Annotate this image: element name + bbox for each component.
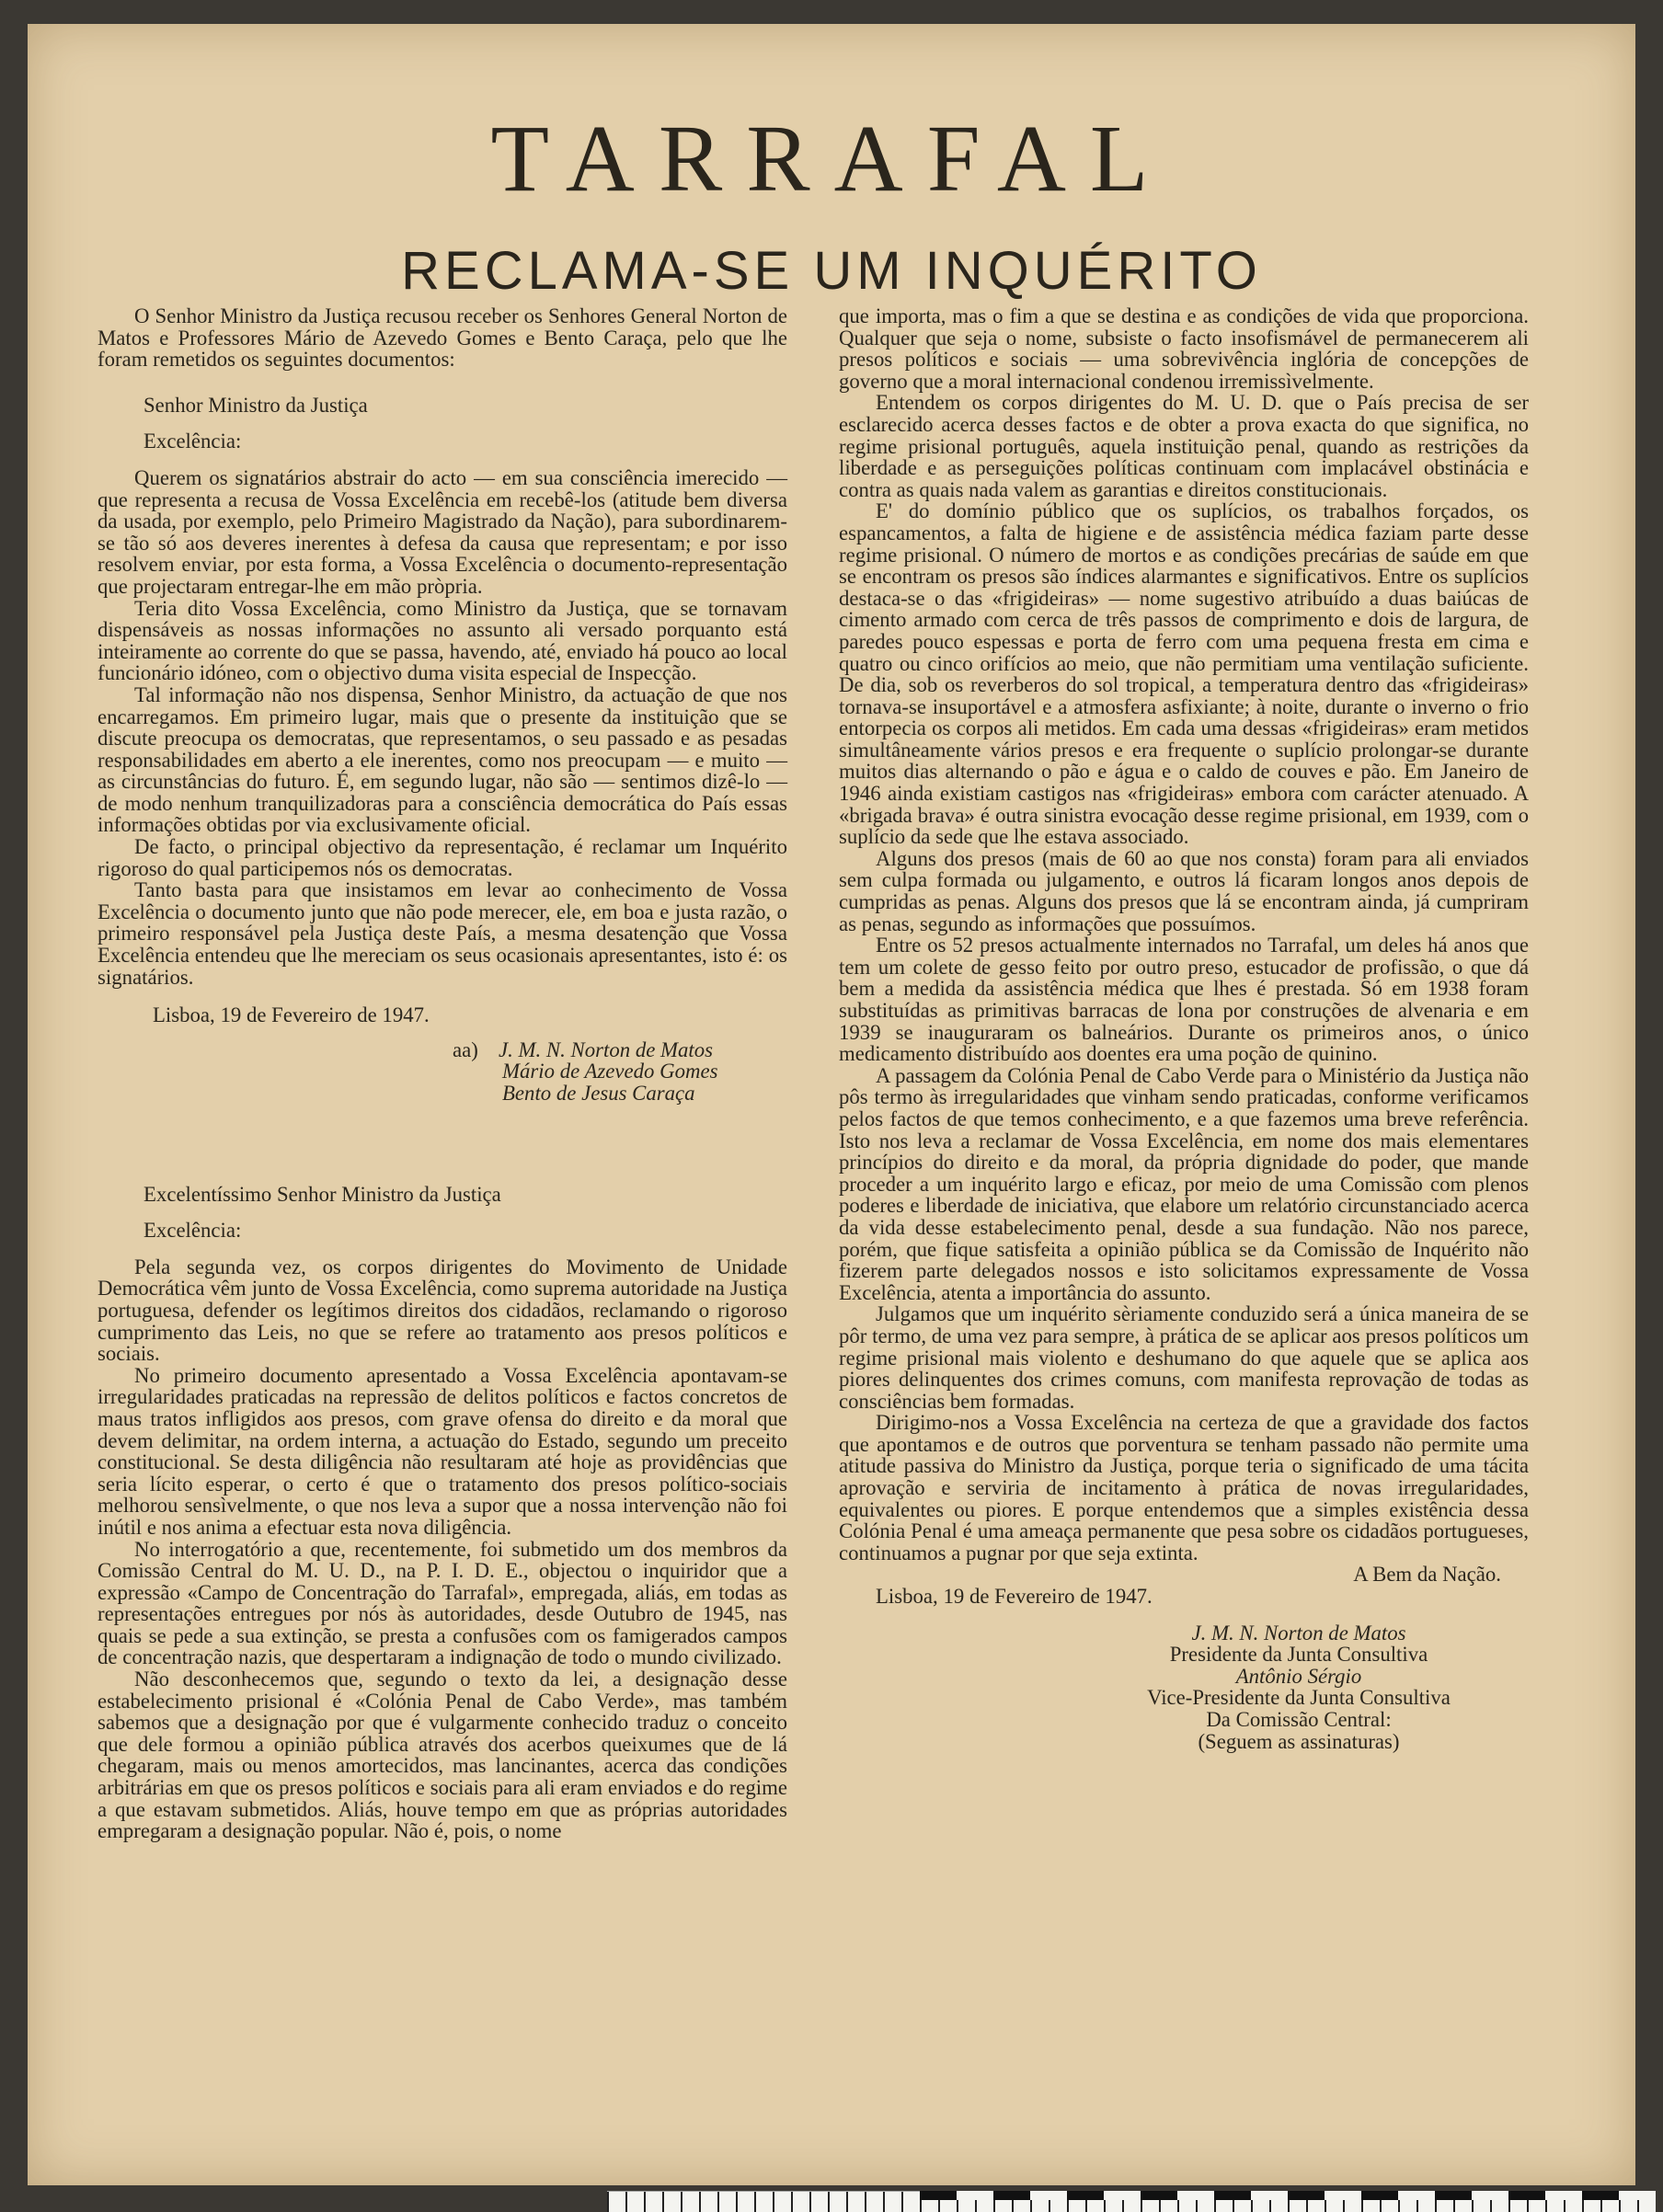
signatory-role: Presidente da Junta Consultiva xyxy=(1169,1643,1428,1667)
letter2-paragraph: No primeiro documento apresentado a Vossa Excelência apontavam-se irregularidades praticadas na repressão de delitos políticos e factos concretos de maus tratos infligidos aos presos, com grave ofensa do direito e da moral que devem delimitar, na ordem interna, a actuação do Estado, segundo um preceito constitucional. Se desta diligência não resultaram até hoje as providências que seria lícito esperar, o certo é que o tratamento dos presos político-sociais melhorou sensìvelmente, o que nos leva a supor que a nossa intervenção não foi inútil e nos anima a efectuar esta nova diligência. xyxy=(97,1363,787,1539)
letter2-paragraph: Entre os 52 presos actualmente internados no Tarrafal, um deles há anos que tem um colete de gesso feito por outro preso, estucador de profissão, o que dá bem a medida da assistência médica que lhes é prestada. Só em 1938 foram substituídas as primitivas barracas de lona por construções de alvenaria e em 1939 se inauguraram os balneários. Durante os primeiros anos, o único medicamento distribuído aos doentes era uma poção de quinino. xyxy=(839,934,1529,1066)
letter1-paragraph: Tal informação não nos dispensa, Senhor Ministro, da actuação de que nos encarregamos. Em primeiro lugar, mais que o presente da instituição que se discute preocupa os democratas, que representamos, o seu passado e as pesadas responsabilidades em aberto a ele inerentes, como nos preocupam — e muito — as circunstâncias do futuro. É, em segundo lugar, não são — sentimos dizê-lo — de modo nenhum tranquilizadoras para a consciência democrática do País essas informações obtidas por via exclusivamente oficial. xyxy=(97,682,787,837)
left-column xyxy=(97,305,787,1842)
scale-ruler-blocks xyxy=(920,2191,1656,2200)
signatory-name: Antônio Sérgio xyxy=(1235,1664,1362,1688)
letter1-paragraph: Teria dito Vossa Excelência, como Ministro da Justiça, que se tornavam dispensáveis as nossas informações no assunto ali versado porquanto está inteiramente ao corrente do que se passa, havendo, até, enviado há pouco ao local funcionário idóneo, com o objectivo duma visita especial de Inspecção. xyxy=(97,596,787,685)
intro-paragraph: O Senhor Ministro da Justiça recusou receber os Senhores General Norton de Matos e Professores Mário de Azevedo Gomes e Bento Caraça, pelo que lhe foram remetidos os seguintes documentos: xyxy=(97,304,787,372)
letter2-signature-block xyxy=(839,1622,1529,1753)
letter2-continuation: que importa, mas o fim a que se destina e as condições de vida que proporciona. Qualquer que seja o nome, subsiste o facto insofismável de permanecerem ali presos políticos e sociais — uma sobrevivência inglória de concepções de governo que a moral internacional condenou irremissìvelmente. xyxy=(839,304,1529,393)
letter1-date: Lisboa, 19 de Fevereiro de 1947. xyxy=(153,1003,430,1027)
letter1-paragraph: De facto, o principal objectivo da representação, é reclamar um Inquérito rigoroso do qual participemos nós os democratas. xyxy=(97,835,787,880)
letter1-paragraph: Querem os signatários abstrair do acto — em sua consciência imerecido — que representa a recusa de Vossa Excelência em recebê-los (atitude bem diversa da usada, por exemplo, pelo Primeiro Magistrado da Nação), para subordinarem-se tão só aos deveres inerentes à defesa da causa que representam; e por isso resolvem enviar, por esta forma, a Vossa Excelência o documento-representação que projectaram entregar-lhe em mão pròpria. xyxy=(97,465,787,598)
signatory-name: J. M. N. Norton de Matos xyxy=(1191,1621,1406,1645)
letter2-addressee: Excelentíssimo Senhor Ministro da Justiça xyxy=(143,1182,501,1206)
letter1-paragraph: Tanto basta para que insistamos em levar ao conhecimento de Vossa Excelência o documento junto que não pode merecer, ele, em boa e justa razão, o primeiro responsável pela Justiça deste País, a mesma desatenção que Vossa Excelência entendeu que lhe mereciam os seus ocasionais apresentantes, isto é: os signatários. xyxy=(97,878,787,989)
letter2-paragraph: Dirigimo-nos a Vossa Excelência na certeza de que a gravidade dos factos que apontamos e de outros que porventura se tenham passado não permite uma atitude passiva do Ministro da Justiça, porque teria o significado de uma tácita aprovação e serviria de incitamento à prática de novas irregularidades, equivalentes ou piores. E porque entendemos que a simples existência dessa Colónia Penal é uma ameaça permanente que pesa sobre os cidadãos portugueses, continuamos a pugnar por que seja extinta. xyxy=(839,1411,1529,1564)
letter2-paragraph: Alguns dos presos (mais de 60 ao que nos consta) foram para ali enviados sem culpa formada ou julgamento, e outros lá ficaram longos anos depois de cumpridas as penas. Alguns dos presos que lá se encontram ainda, já cumpriram as penas, segundo as informações que possuímos. xyxy=(839,846,1529,935)
signatory-name: Bento de Jesus Caraça xyxy=(502,1082,695,1105)
signatory-role: Vice-Presidente da Junta Consultiva xyxy=(1147,1686,1451,1710)
letter2-paragraph: Entendem os corpos dirigentes do M. U. D. que o País precisa de ser esclarecido acerca desses factos e de obter a prova exacta do que significa, no regime prisional português, aquela instituição penal, quando as restrições da liberdade e as perseguições políticas continuam com implacável obstinácia e contra as quais nada valem as garantias e direitos constitucionais. xyxy=(839,391,1529,501)
letter2-date: Lisboa, 19 de Fevereiro de 1947. xyxy=(876,1585,1153,1609)
follow-note: (Seguem as assinaturas) xyxy=(1198,1729,1400,1753)
signatory-name: Mário de Azevedo Gomes xyxy=(502,1060,718,1083)
letter2-salutation: Excelência: xyxy=(143,1219,242,1243)
letter2-closing: A Bem da Nação. xyxy=(1353,1563,1501,1587)
letter2-paragraph: E' do domínio público que os suplícios, os trabalhos forçados, os espancamentos, a falta de higiene e de assistência médica faziam parte desse regime prisional. O número de mortos e as condições precárias de saúde em que se encontram os presos são índices alarmantes e significativos. Entre os suplícios destaca-se o das «frigideiras» — nome sugestivo atribuído a duas baiúcas de cimento armado com cerca de três passos de comprimento e dois de largura, de paredes pouco espessas e porta de ferro com uma pequena fresta em cima e quatro ou cinco orifícios ao meio, que não permitiam uma ventilação suficiente. De dia, sob os reverberos do sol tropical, a temperatura dentro das «frigideiras» tornava-se insuportável e a atmosfera asfixiante; à noite, durante o inverno o frio entorpecia os corpos ali metidos. Em cada uma dessas «frigideiras» eram metidos simultâneamente vários presos e era frequente o suplício prolongar-se durante muitos dias alternando o pão e água e o caldo de couves e pão. Em Janeiro de 1946 ainda existiam castigos nas «frigideiras» embora com carácter atenuado. A «brigada brava» é outra sinistra evocação desse regime prisional, em 1939, com o suplício da sede que lhe estava associado. xyxy=(839,499,1529,849)
signature-prefix: aa) xyxy=(453,1037,478,1061)
letter2-paragraph: Julgamos que um inquérito sèriamente conduzido será a única maneira de se pôr termo, de uma vez para sempre, à prática de se aplicar aos presos políticos um regime prisional mais violento e deshumano do que aquele que se aplica aos piores delinquentes dos crimes comuns, com manifesta reprovação de todas as consciências bem formadas. xyxy=(839,1302,1529,1413)
letter2-paragraph: No interrogatório a que, recentemente, foi submetido um dos membros da Comissão Central do M. U. D., na P. I. D. E., objectou o inquiridor que a expressão «Campo de Concentração do Tarrafal», empregada, aliás, em todas as representações entregues por nós às autoridades, desde Outubro de 1945, nas quais se pede a sua extinção, se presta a confusões com os famigerados campos de concentração nazis, que despertaram a indignação de todo o mundo civilizado. xyxy=(97,1537,787,1669)
document-title: TARRAFAL xyxy=(490,106,1173,212)
signatory-name: J. M. N. Norton de Matos xyxy=(499,1037,714,1061)
letter2-paragraph: Pela segunda vez, os corpos dirigentes do Movimento de Unidade Democrática vêm junto de Vossa Excelência, como suprema autoridade na Justiça portuguesa, defender os legítimos direitos dos cidadãos, reclamando o rigoroso cumprimento das Leis, no que se refere ao tratamento aos presos políticos e sociais. xyxy=(97,1255,787,1366)
letter1-signature-block xyxy=(453,1039,787,1105)
document-subtitle: RECLAMA-SE UM INQUÉRITO xyxy=(401,241,1262,301)
commission-label: Da Comissão Central: xyxy=(1206,1708,1392,1731)
letter2-paragraph: A passagem da Colónia Penal de Cabo Verde para o Ministério da Justiça não pôs termo às irregularidades que vinham sendo praticadas, conforme verificamos pelos factos de que temos conhecimento, e a que fazemos uma breve referência. Isto nos leva a reclamar de Vossa Excelência, em nome dos mais elementares princípios do direito e da moral, da própria dignidade do poder, que mande proceder a um inquérito largo e eficaz, por meio de uma Comissão com plenos poderes e liberdade de iniciativa, que elabore um relatório circunstanciado acerca da vida desse estabelecimento penal, desde a sua fundação. Não nos parece, porém, que fique satisfeita a opinião pública se da Comissão de Inquérito não fizerem parte delegados nossos e isto solicitamos expressamente de Vossa Excelência, atenta a importância do assunto. xyxy=(839,1063,1529,1304)
letter1-addressee: Senhor Ministro da Justiça xyxy=(143,393,368,417)
letter1-salutation: Excelência: xyxy=(143,430,242,453)
right-column xyxy=(839,305,1529,1752)
letter2-paragraph: Não desconhecemos que, segundo o texto da lei, a designação desse estabelecimento prisional é «Colónia Penal de Cabo Verde», mas também sabemos que a designação por que é vulgarmente conhecido traduz o conceito que dele formou a opinião pública através dos acerbos queixumes que de lá chegaram, mais ou menos amortecidos, mas lancinantes, acerca das condições arbitrárias em que os presos políticos e sociais para ali eram enviados e do regime a que estavam submetidos. Aliás, houve tempo em que as próprias autoridades empregaram a designação popular. Não é, pois, o nome xyxy=(97,1668,787,1843)
